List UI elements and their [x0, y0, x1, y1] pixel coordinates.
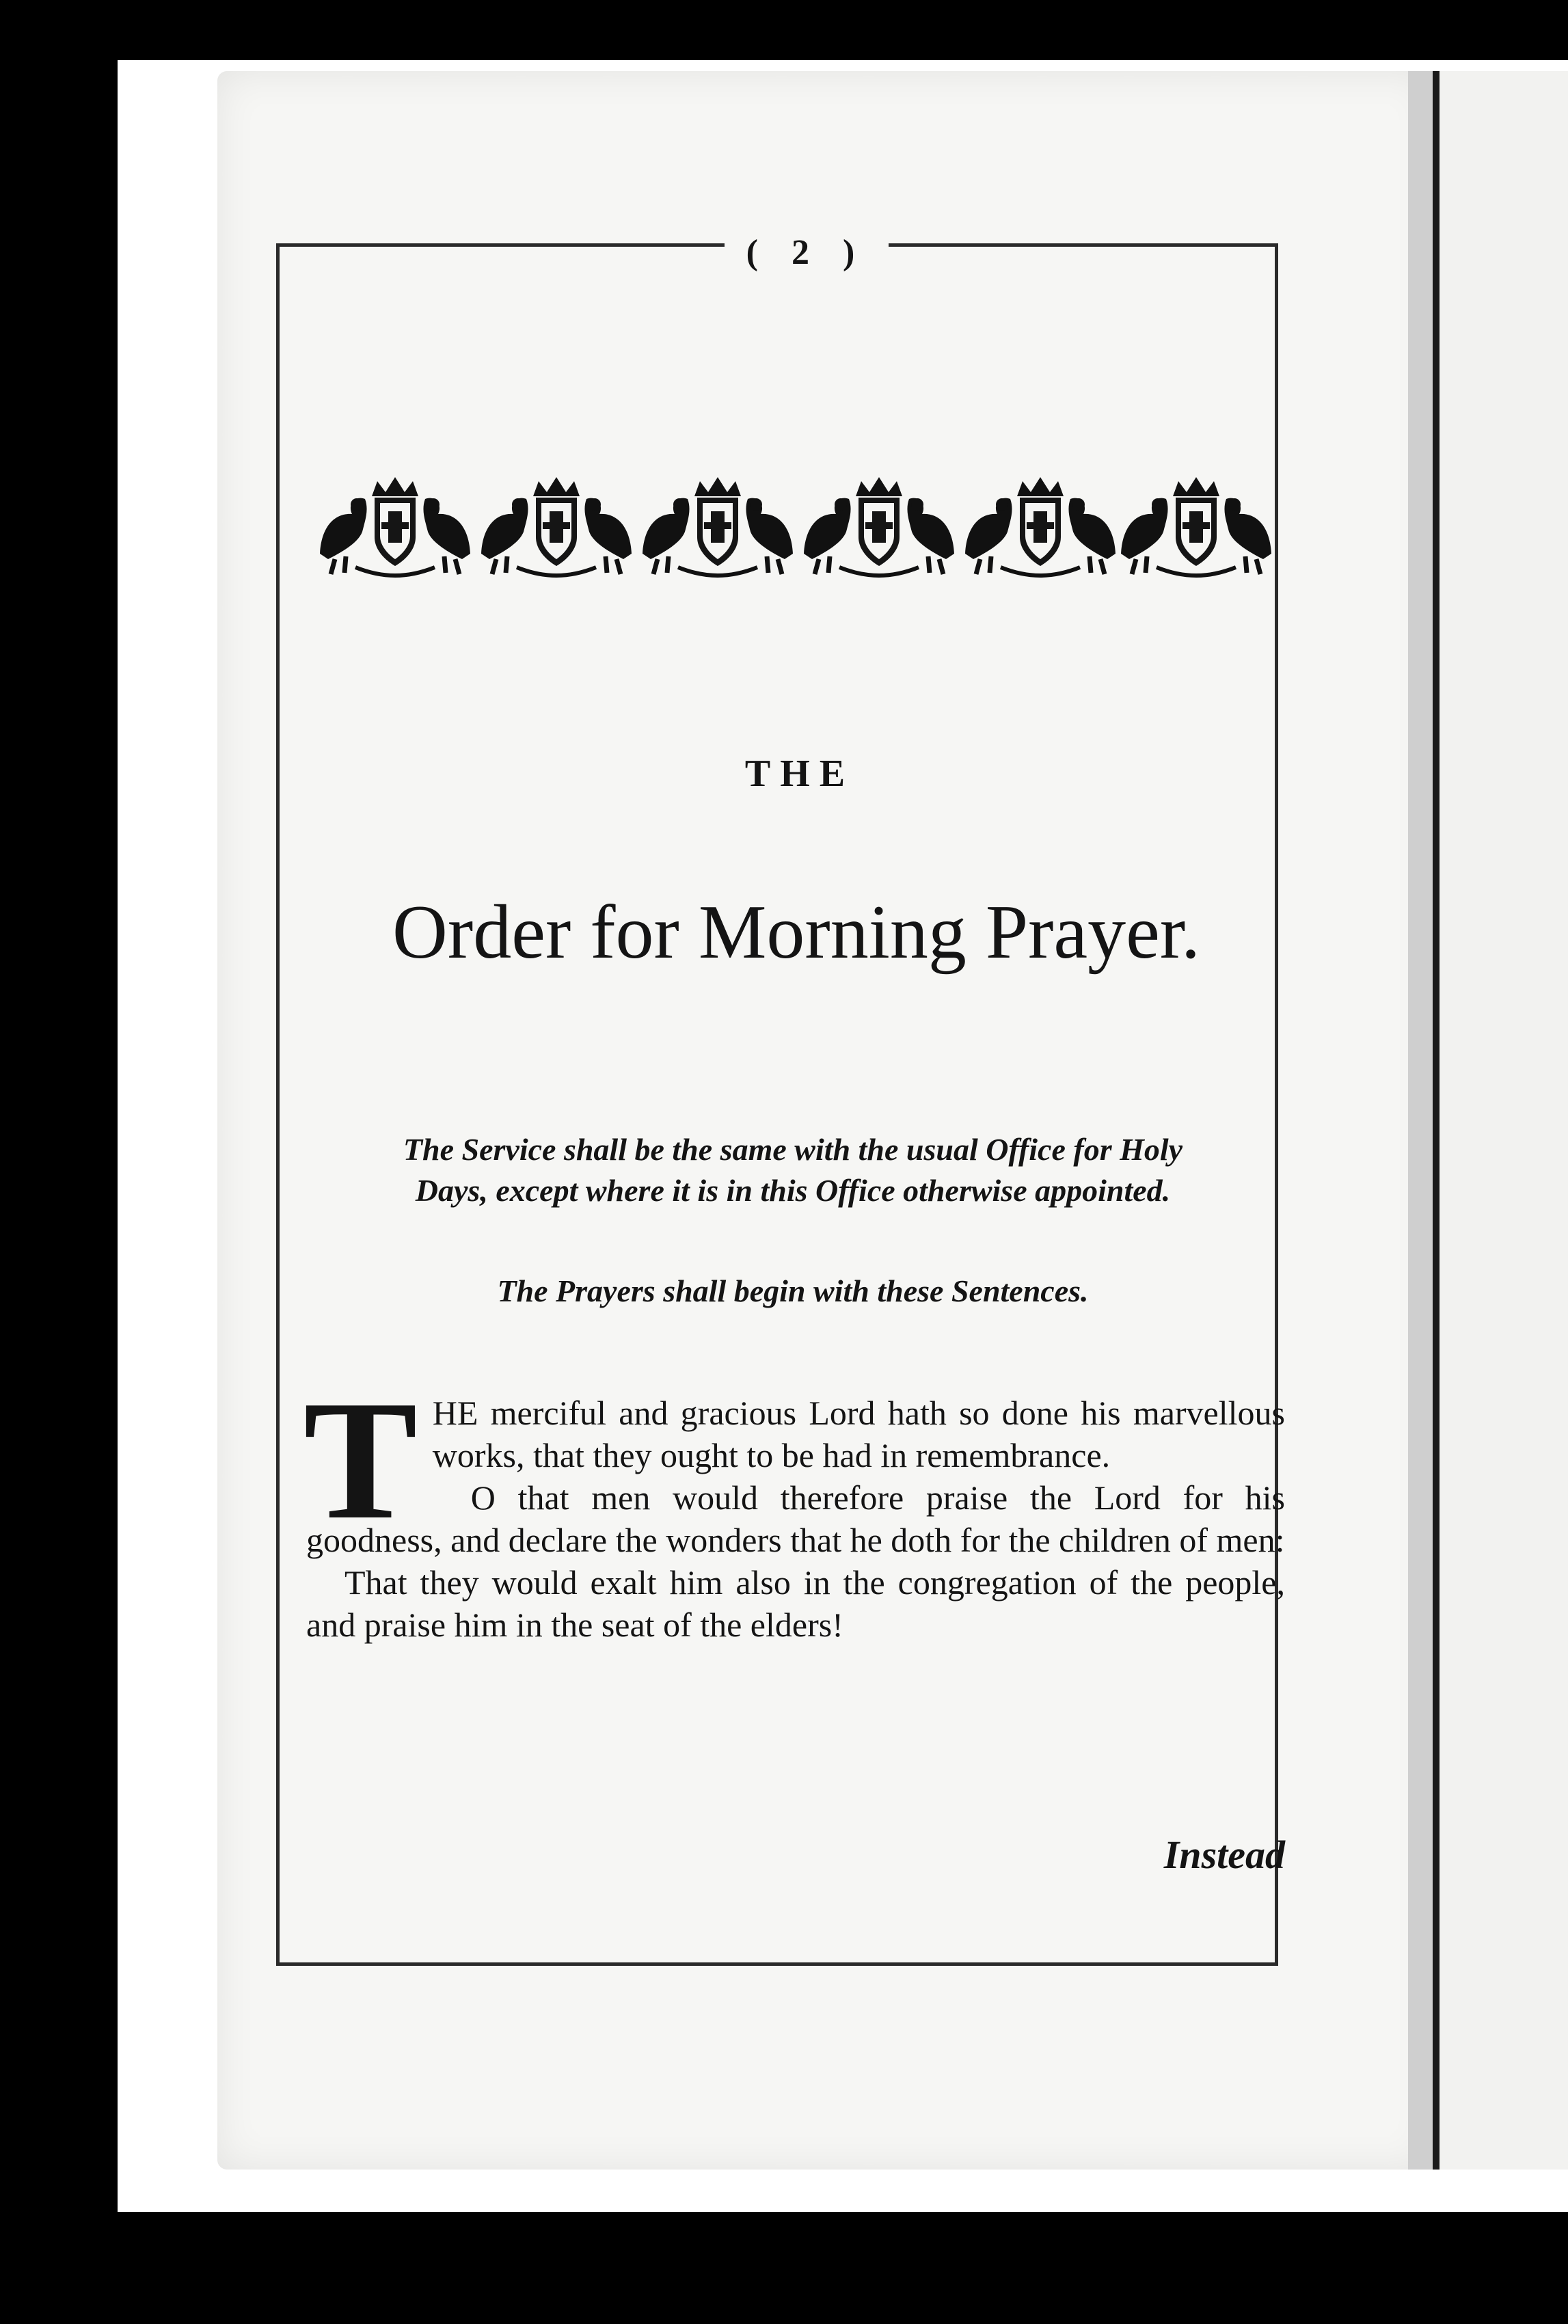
catchword: Instead: [1163, 1833, 1285, 1877]
ornament-icon: [314, 472, 1278, 581]
page-number: ( 2 ): [725, 226, 889, 280]
service-rubric-line-1: The Service shall be the same with the usual Office for Holy: [403, 1132, 1183, 1167]
sentence-2: O that men would therefore praise the Lord for his goodness, and declare the wonders that he doth for the children of men:: [306, 1478, 1285, 1559]
drop-cap: T: [303, 1366, 418, 1555]
opening-sentences: [303, 1366, 1285, 1646]
page-gutter-shadow: [1408, 71, 1433, 2170]
service-rubric-line-2: Days, except where it is in this Office otherwise appointed.: [415, 1173, 1171, 1208]
heading-the: THE: [744, 753, 855, 795]
page-title: Order for Morning Prayer.: [392, 890, 1200, 975]
sentence-3: That they would exalt him also in the congregation of the people, and praise him in the seat of the elders!: [306, 1563, 1285, 1644]
sentences-rubric: The Prayers shall begin with these Sentences.: [497, 1273, 1089, 1308]
sentence-1-text: HE merciful and gracious Lord hath so done his marvellous works, that they ought to be had in remembrance.: [432, 1394, 1285, 1474]
royal-arms-ornament-band: [314, 472, 1278, 581]
service-rubric: [301, 1129, 1285, 1211]
adjacent-page-edge: [1433, 71, 1568, 2170]
